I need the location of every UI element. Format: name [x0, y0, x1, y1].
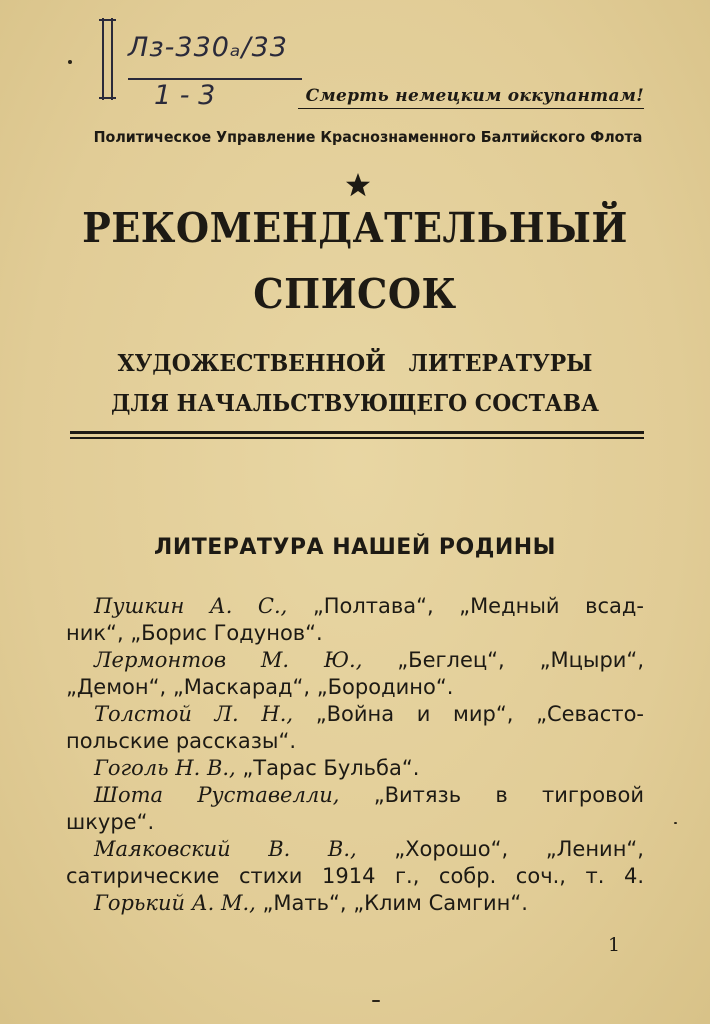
- entry-works: „Мать“, „Клим Самгин“.: [262, 891, 528, 915]
- entry-author: Толстой Л. Н.,: [94, 702, 294, 726]
- entry-works: ник“, „Борис Годунов“.: [66, 621, 323, 645]
- handwritten-shelf-mark: [88, 14, 308, 111]
- list-item-continuation: [66, 728, 644, 755]
- list-item: [66, 890, 644, 917]
- entry-works: „Витязь в тигровой: [373, 783, 644, 807]
- entry-works: „Полтава“, „Медный всад-: [312, 594, 644, 618]
- entry-author: Шота Руставелли,: [94, 783, 340, 807]
- entry-works: „Тарас Бульба“.: [242, 756, 420, 780]
- paper-speck: [68, 60, 72, 64]
- paper-speck: [674, 822, 677, 824]
- entry-works: „Хорошо“, „Ленин“,: [394, 837, 644, 861]
- list-item: [66, 755, 644, 782]
- entry-works: польские рассказы“.: [66, 729, 296, 753]
- book-list: [66, 593, 644, 917]
- list-item: [66, 647, 644, 674]
- title-line-2: СПИСОК: [253, 270, 457, 318]
- subtitle-line-1: ХУДОЖЕСТВЕННОЙ ЛИТЕРАТУРЫ: [117, 350, 593, 377]
- list-item: [66, 836, 644, 863]
- list-item-continuation: [66, 674, 644, 701]
- list-item-continuation: [66, 620, 644, 647]
- entry-author: Маяковский В. В.,: [94, 837, 357, 861]
- shelf-mark-code: Лз-330ₐ/33: [128, 32, 288, 63]
- shelf-mark-number: 1 - 3: [154, 80, 216, 111]
- entry-works: шкуре“.: [66, 810, 155, 834]
- entry-works: „Беглец“, „Мцыри“,: [397, 648, 644, 672]
- section-heading: ЛИТЕРАТУРА НАШЕЙ РОДИНЫ: [154, 535, 556, 560]
- entry-works: „Война и мир“, „Севасто-: [315, 702, 645, 726]
- double-rule-top: [70, 431, 644, 434]
- entry-author: Горький А. М.,: [94, 891, 256, 915]
- subtitle-line-2: ДЛЯ НАЧАЛЬСТВУЮЩЕГО СОСТАВА: [111, 390, 599, 417]
- entry-author: Пушкин А. С.,: [94, 594, 288, 618]
- double-rule-bottom: [70, 437, 644, 439]
- entry-author: Лермонтов М. Ю.,: [94, 648, 363, 672]
- list-item: [66, 782, 644, 809]
- paper-speck: [372, 1000, 380, 1002]
- slogan: Смерть немецким оккупантам!: [298, 86, 644, 109]
- list-item: [66, 593, 644, 620]
- list-item: [66, 701, 644, 728]
- double-bar-mark-icon: [98, 16, 120, 102]
- organization-name: Политическое Управление Краснознаменного Балтийского Флота: [93, 128, 643, 146]
- list-item-continuation: [66, 809, 644, 836]
- title-line-1: РЕКОМЕНДАТЕЛЬНЫЙ: [82, 204, 628, 252]
- page-number: 1: [608, 934, 621, 956]
- entry-works: „Демон“, „Маскарад“, „Бородино“.: [66, 675, 454, 699]
- entry-works: сатирические стихи 1914 г., собр. соч., т. 4.: [66, 864, 644, 888]
- entry-author: Гоголь Н. В.,: [94, 756, 236, 780]
- list-item-continuation: [66, 863, 644, 890]
- star-icon: [345, 172, 371, 198]
